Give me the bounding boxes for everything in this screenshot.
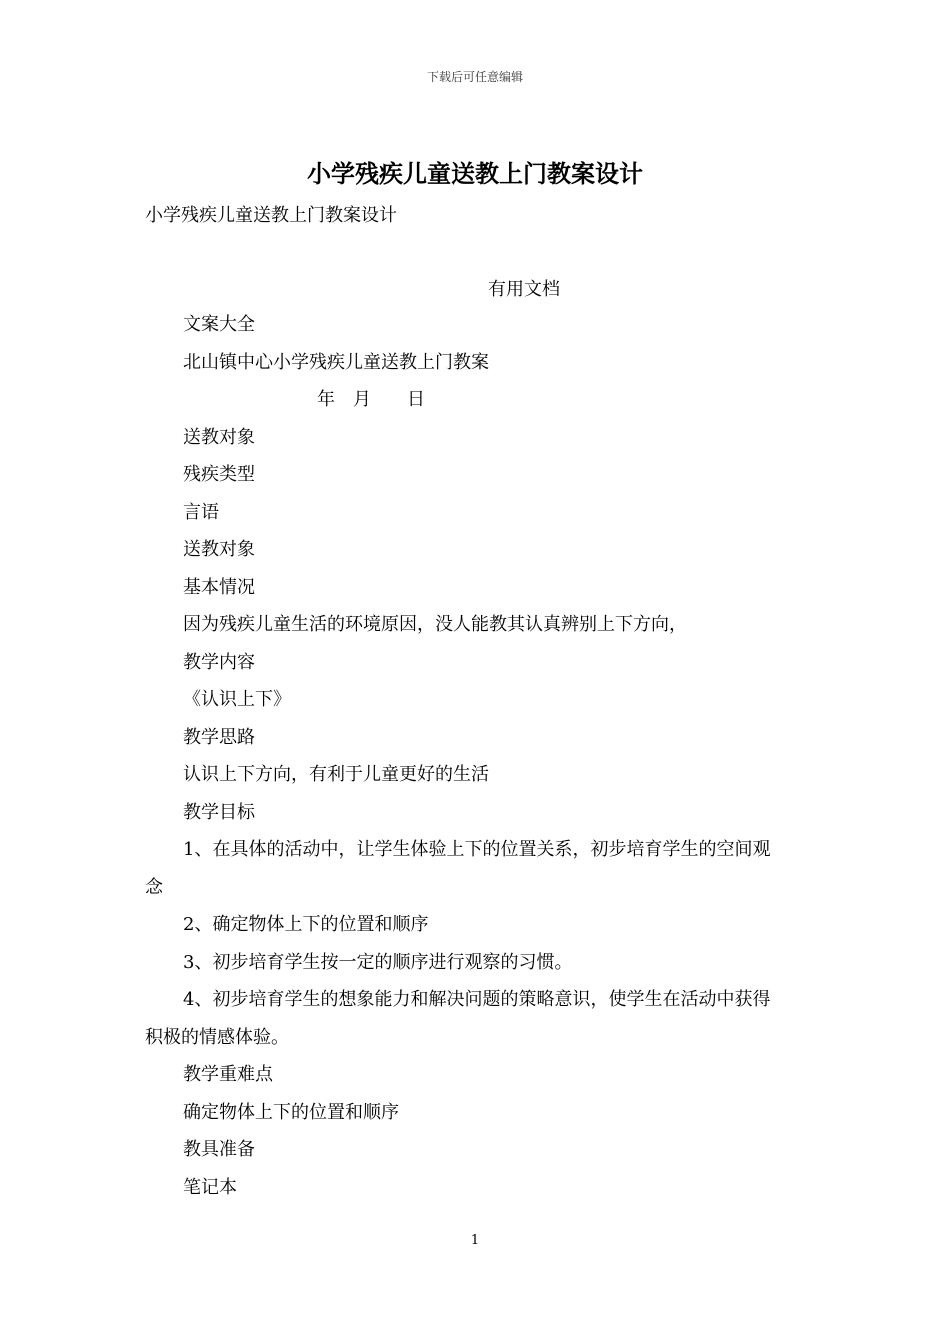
body-line-continuation: 积极的情感体验。	[145, 1026, 289, 1048]
body-line: 1、在具体的活动中，让学生体验上下的位置关系，初步培育学生的空间观	[183, 839, 771, 860]
body-line: 因为残疾儿童生活的环境原因，没人能教其认真辨别上下方向，	[183, 614, 687, 635]
body-line: 北山镇中心小学残疾儿童送教上门教案	[183, 351, 489, 373]
body-line: 残疾类型	[183, 464, 255, 485]
body-line: 教学思路	[183, 726, 255, 748]
header-note: 下载后可任意编辑	[426, 70, 523, 84]
body-line: 教具准备	[183, 1139, 255, 1160]
body-line: 送教对象	[183, 426, 255, 448]
body-line: 认识上下方向，有利于儿童更好的生活	[183, 764, 489, 785]
body-line: 言语	[183, 501, 219, 523]
body-line: 确定物体上下的位置和顺序	[183, 1101, 399, 1123]
document-subtitle: 小学残疾儿童送教上门教案设计	[145, 205, 397, 226]
body-line: 《认识上下》	[183, 689, 291, 710]
body-line: 送教对象	[183, 539, 255, 560]
document-body	[145, 306, 810, 1206]
body-line: 文案大全	[183, 314, 255, 335]
body-line: 教学重难点	[183, 1064, 273, 1085]
body-line: 2、确定物体上下的位置和顺序	[183, 914, 429, 935]
body-line: 4、初步培育学生的想象能力和解决问题的策略意识，使学生在活动中获得	[183, 989, 771, 1010]
center-caption: 有用文档	[488, 279, 560, 300]
document-title: 小学残疾儿童送教上门教案设计	[307, 159, 643, 188]
body-line: 3、初步培育学生按一定的顺序进行观察的习惯。	[183, 951, 573, 973]
body-line: 教学目标	[183, 801, 255, 823]
page-number: 1	[470, 1233, 480, 1248]
body-line-continuation: 念	[145, 876, 163, 898]
date-line: 年 月 日	[317, 389, 425, 410]
body-line: 教学内容	[183, 651, 255, 673]
body-line: 笔记本	[183, 1176, 237, 1198]
body-line: 基本情况	[183, 576, 255, 598]
